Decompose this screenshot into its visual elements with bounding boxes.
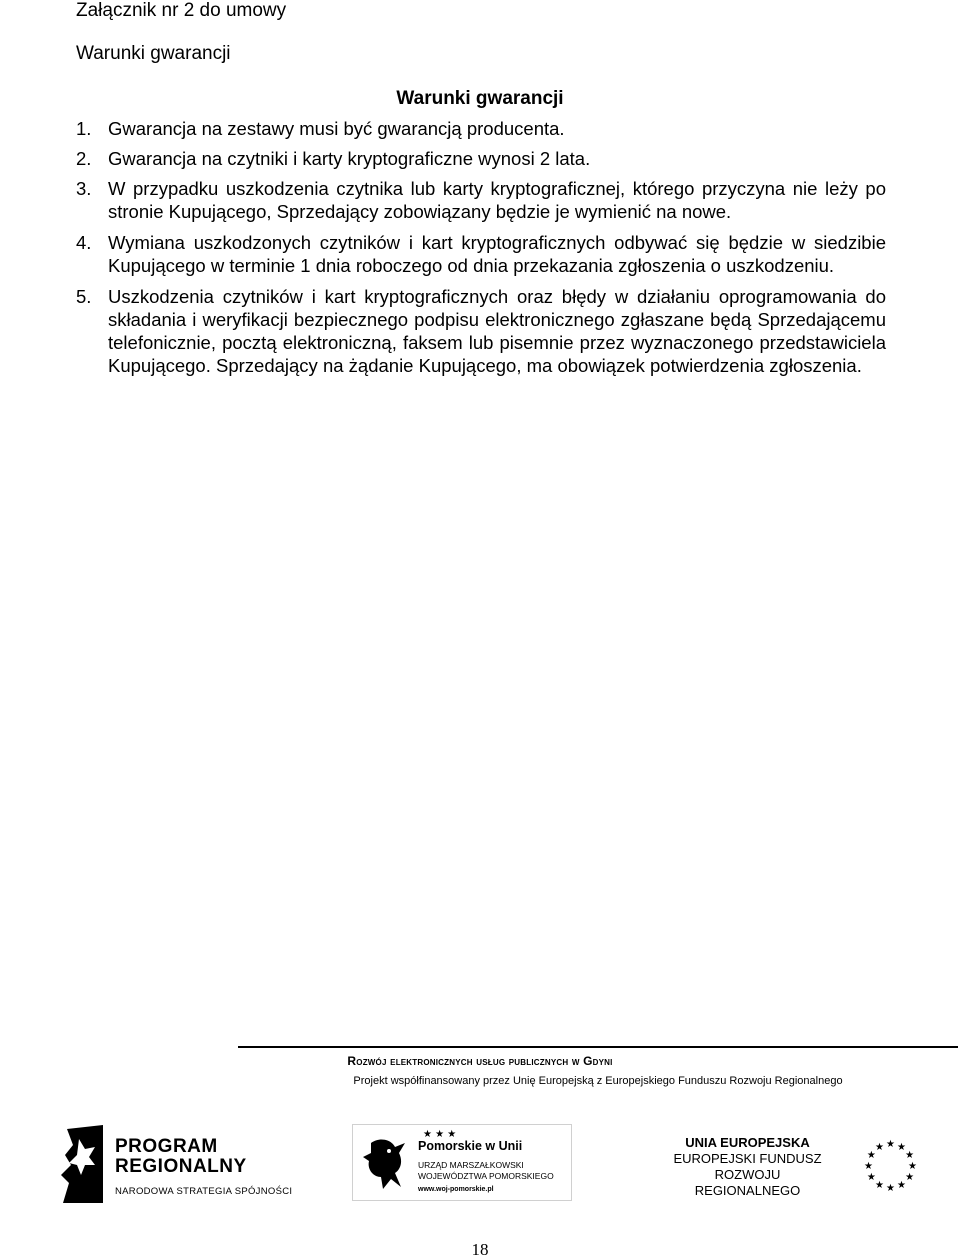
annex-label: Załącznik nr 2 do umowy xyxy=(76,0,287,21)
eu-stars-icon xyxy=(860,1135,920,1195)
item-text: Gwarancja na zestawy musi być gwarancją producenta. xyxy=(108,118,565,139)
eu-star: ★ xyxy=(875,1141,884,1153)
eu-star: ★ xyxy=(875,1180,884,1192)
eu-logo-line2: EUROPEJSKI FUNDUSZ xyxy=(673,1151,822,1166)
pomorskie-logo-line2: WOJEWÓDZTWA POMORSKIEGO xyxy=(418,1171,554,1181)
footer-cofinancing-note: Projekt współfinansowany przez Unię Europejską z Europejskiego Funduszu Rozwoju Regionalnego xyxy=(353,1075,843,1087)
list-item xyxy=(76,177,886,223)
item-number: 1. xyxy=(76,118,92,139)
list-item xyxy=(76,285,886,377)
document-title: Warunki gwarancji xyxy=(396,88,564,109)
list-item xyxy=(76,117,886,140)
eu-star: ★ xyxy=(905,1150,915,1161)
page-number: 18 xyxy=(471,1240,489,1259)
eu-star: ★ xyxy=(897,1141,906,1153)
footer-divider xyxy=(238,1046,958,1048)
program-logo-subtitle: NARODOWA STRATEGIA SPÓJNOŚCI xyxy=(115,1186,293,1197)
eu-star: ★ xyxy=(905,1172,915,1183)
program-logo-line1: PROGRAM xyxy=(115,1136,218,1157)
document-subtitle: Warunki gwarancji xyxy=(76,43,231,64)
eu-star: ★ xyxy=(908,1161,917,1172)
stars-icon xyxy=(423,1127,463,1139)
eu-star: ★ xyxy=(897,1180,906,1192)
svg-text:★ ★ ★: ★ ★ ★ xyxy=(423,1129,457,1139)
item-text: Wymiana uszkodzonych czytników i kart kryptograficznych odbywać się będzie w siedzibie Kupującego w terminie 1 dnia roboczego od dnia przekazania zgłoszenia o uszkodzeniu. xyxy=(108,232,886,276)
pomorskie-logo-www: www.woj-pomorskie.pl xyxy=(418,1186,494,1193)
eu-star: ★ xyxy=(866,1172,876,1183)
footer-project-name: Rozwój elektronicznych usług publicznych w Gdyni xyxy=(347,1054,613,1068)
pomorskie-logo-heading: Pomorskie w Unii xyxy=(418,1139,523,1153)
program-regionalny-icon xyxy=(55,1125,105,1205)
pomorskie-logo xyxy=(352,1124,572,1201)
item-text: W przypadku uszkodzenia czytnika lub karty kryptograficznej, którego przyczyna nie leży po stronie Kupującego, Sprzedający zobowiązany będzie je wymienić na nowe. xyxy=(108,178,886,222)
list-item xyxy=(76,231,886,277)
item-number: 4. xyxy=(76,232,92,253)
pomorskie-logo-line1: URZĄD MARSZAŁKOWSKI xyxy=(418,1160,524,1170)
eu-logo-line1: UNIA EUROPEJSKA xyxy=(685,1135,810,1150)
item-text: Gwarancja na czytniki i karty kryptograficzne wynosi 2 lata. xyxy=(108,148,591,169)
eu-logo xyxy=(665,1135,925,1198)
eu-star: ★ xyxy=(866,1150,876,1161)
item-text: Uszkodzenia czytników i kart kryptograficznych oraz błędy w działaniu oprogramowania do składania i weryfikacji bezpiecznego podpisu elektronicznego zgłaszane będą Sprzedającemu telefonicznie, pocztą elektroniczną, faksem lub pisemnie przez wyznaczonego przedstawiciela Kupującego. Sprzedający na żądanie Kupującego, ma obowiązek potwierdzenia zgłoszenia. xyxy=(108,286,886,376)
eu-logo-line3: ROZWOJU REGIONALNEGO xyxy=(694,1167,801,1198)
eu-star: ★ xyxy=(864,1161,873,1172)
list-item xyxy=(76,147,886,170)
program-regionalny-logo xyxy=(55,1125,305,1205)
item-number: 3. xyxy=(76,178,92,199)
eu-star: ★ xyxy=(886,1183,895,1194)
item-number: 5. xyxy=(76,286,92,307)
warranty-terms-list xyxy=(76,117,886,385)
program-logo-line2: REGIONALNY xyxy=(115,1156,247,1177)
item-number: 2. xyxy=(76,148,92,169)
eu-star: ★ xyxy=(886,1139,895,1150)
griffin-icon xyxy=(361,1133,411,1193)
